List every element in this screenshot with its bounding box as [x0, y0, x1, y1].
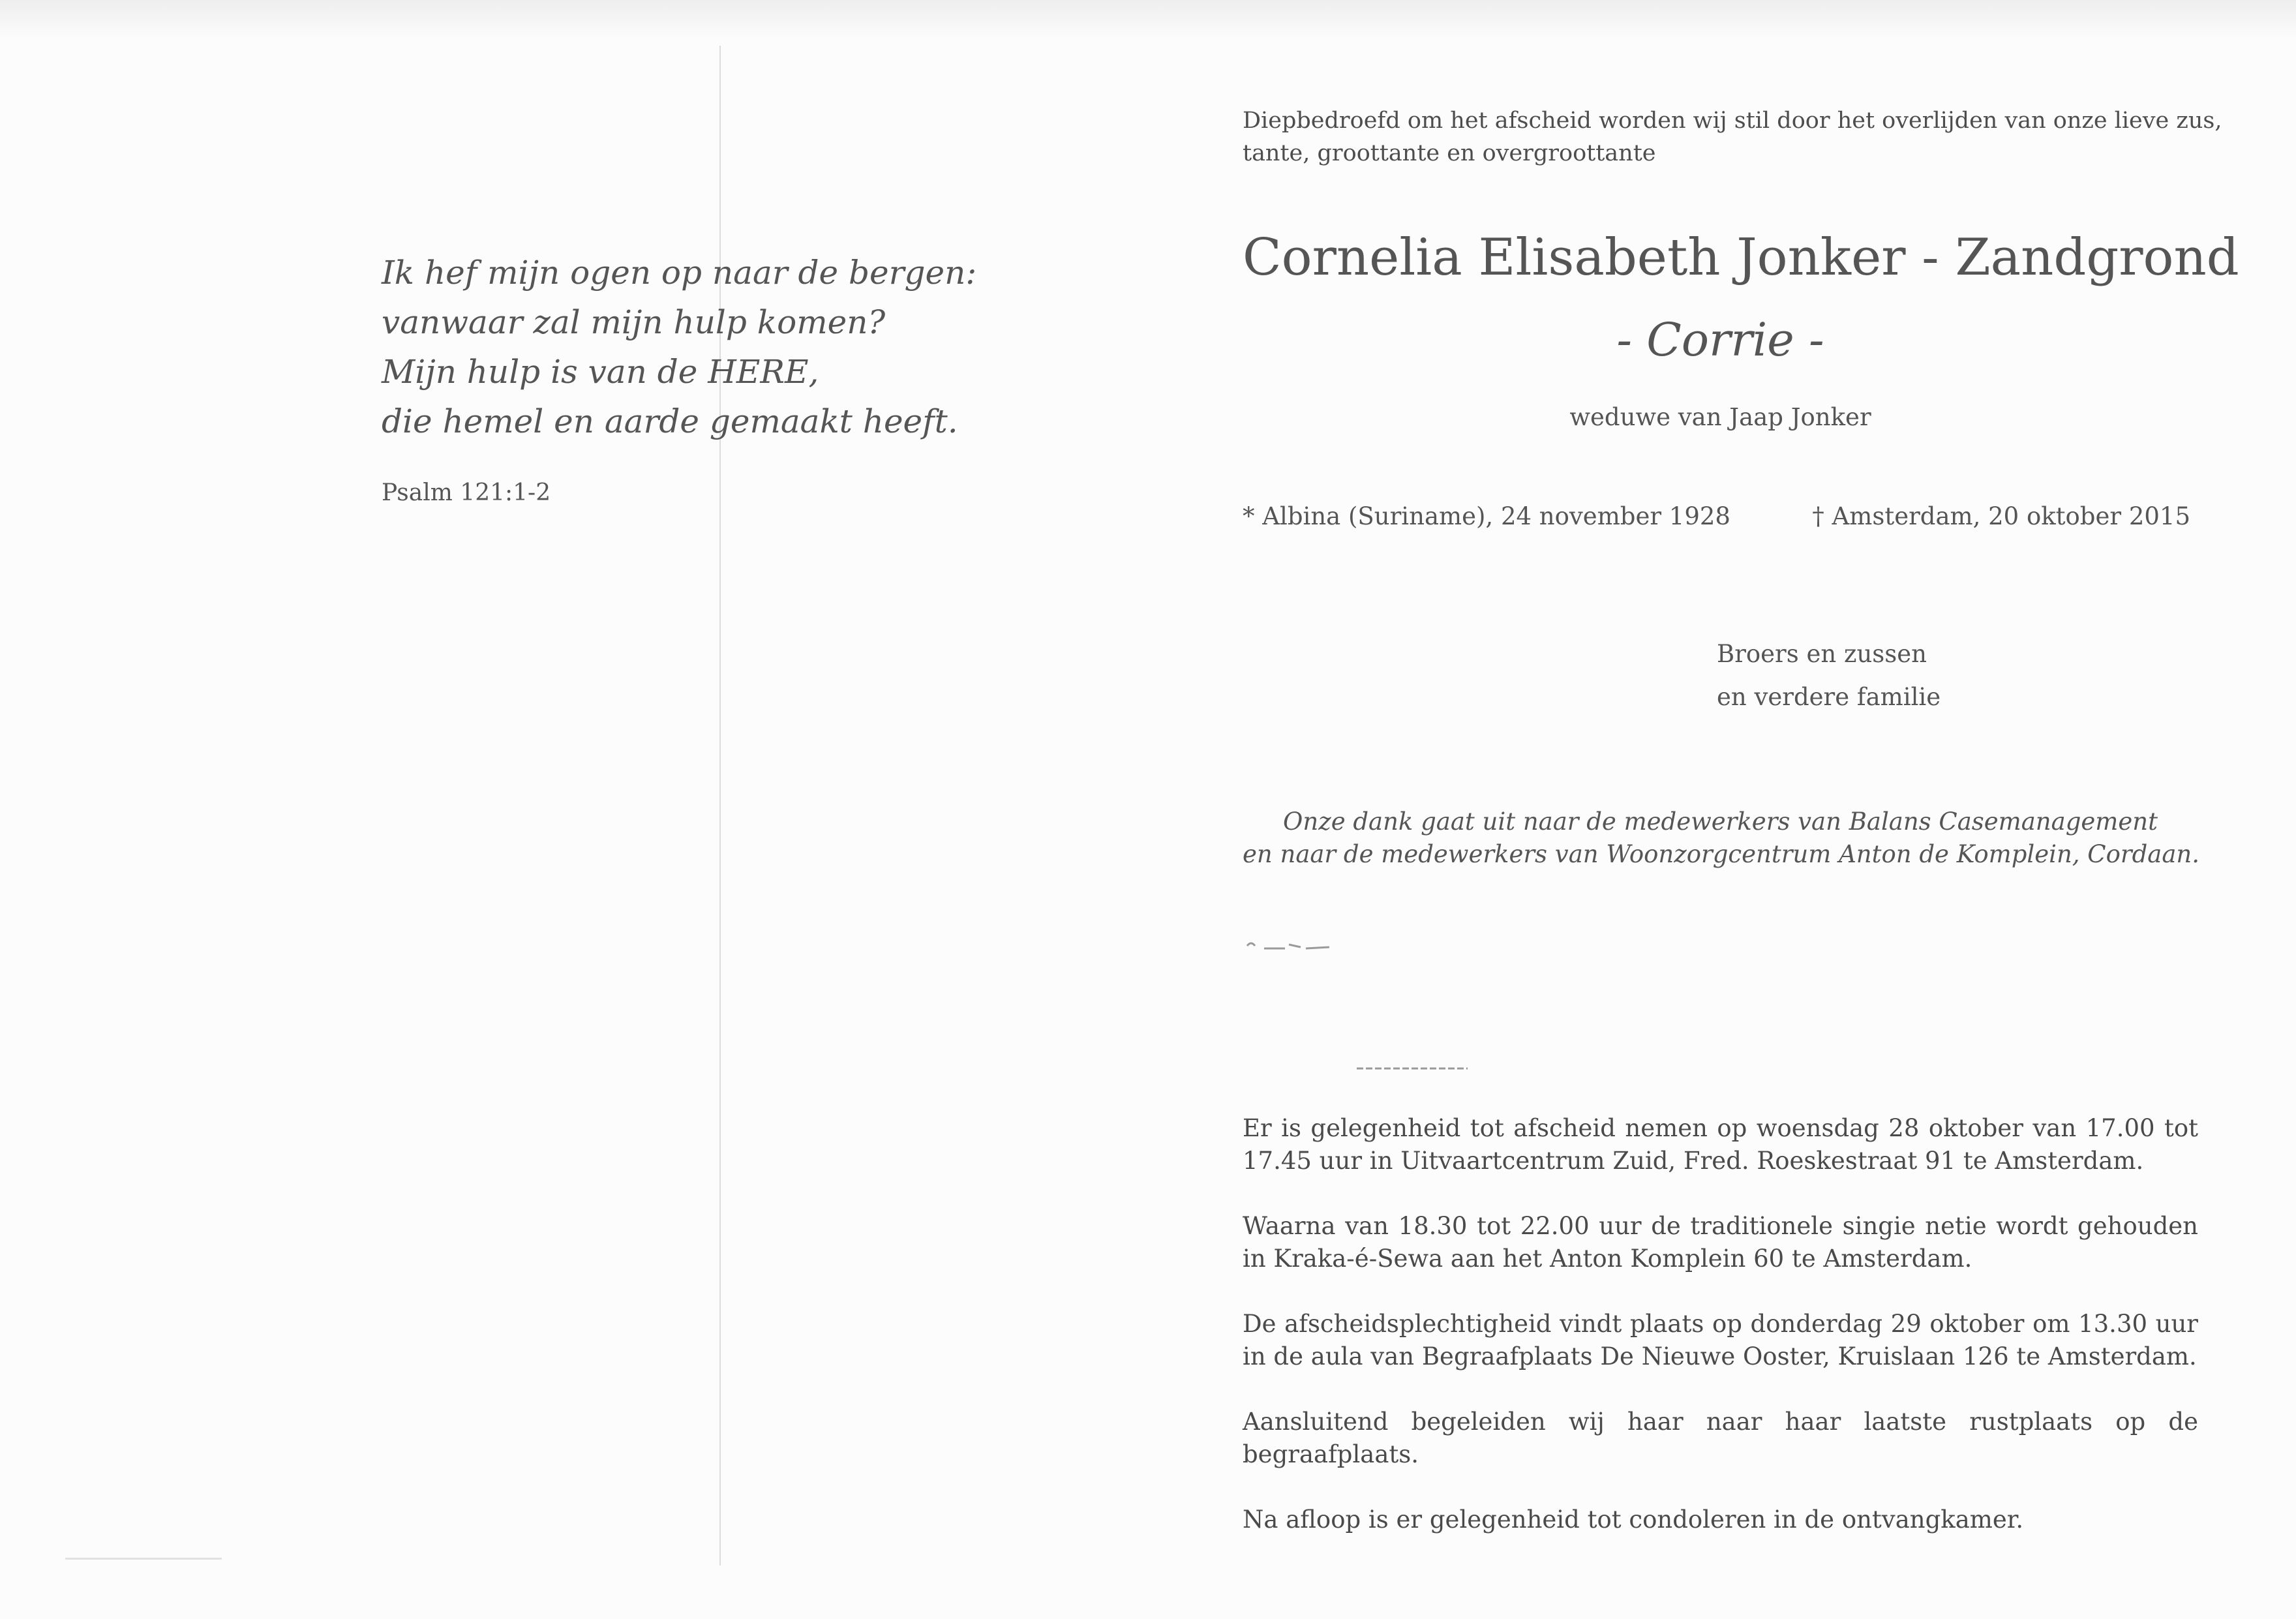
scan-mark — [65, 1558, 222, 1560]
ceremony-details — [1243, 1112, 2198, 1569]
redacted-smudge — [1246, 939, 1344, 952]
poem-line: vanwaar zal mijn hulp komen? — [382, 303, 886, 341]
poem-line: die hemel en aarde gemaakt heeft. — [382, 402, 958, 440]
birth-info: * Albina (Suriname), 24 november 1928 — [1243, 502, 1730, 530]
family-signature — [1717, 633, 1941, 719]
thanks-line: en naar de medewerkers van Woonzorgcentrum Anton de Komplein, Cordaan. — [1243, 840, 2199, 868]
family-line: Broers en zussen — [1717, 640, 1927, 668]
details-paragraph: Na afloop is er gelegenheid tot condoleren in de ontvangkamer. — [1243, 1506, 2024, 1534]
intro-line: Diepbedroefd om het afscheid worden wij stil door het overlijden van onze lieve zus, — [1243, 108, 2222, 134]
redacted-smudge — [1357, 1067, 1468, 1070]
deceased-nickname: - Corrie - — [1616, 313, 1824, 367]
death-info: † Amsterdam, 20 oktober 2015 — [1812, 502, 2190, 530]
family-line: en verdere familie — [1717, 683, 1941, 711]
psalm-quote — [382, 248, 977, 446]
details-paragraph: Er is gelegenheid tot afscheid nemen op woensdag 28 oktober van 17.00 tot 17.45 uur in Uitvaartcentrum Zuid, Fred. Roeskestraat 91 te Amsterdam. — [1243, 1114, 2198, 1175]
poem-line: Ik hef mijn ogen op naar de bergen: — [382, 254, 977, 292]
thanks-note — [1243, 806, 2198, 871]
thanks-line: Onze dank gaat uit naar de medewerkers van Balans Casemanagement — [1283, 808, 2158, 836]
details-paragraph: Aansluitend begeleiden wij haar naar haar laatste rustplaats op de begraafplaats. — [1243, 1408, 2198, 1468]
scan-shadow — [0, 0, 2296, 39]
details-paragraph: Waarna van 18.30 tot 22.00 uur de traditionele singie netie wordt gehouden in Kraka-é-Sewa aan het Anton Komplein 60 te Amsterdam. — [1243, 1212, 2198, 1273]
widow-of: weduwe van Jaap Jonker — [1569, 403, 1871, 431]
intro-text — [1243, 104, 2222, 170]
details-paragraph: De afscheidsplechtigheid vindt plaats op donderdag 29 oktober om 13.30 uur in de aula van Begraafplaats De Nieuwe Ooster, Kruislaan 126 te Amsterdam. — [1243, 1310, 2198, 1370]
intro-line: tante, groottante en overgroottante — [1243, 140, 1656, 166]
psalm-reference: Psalm 121:1-2 — [382, 479, 551, 506]
deceased-name: Cornelia Elisabeth Jonker - Zandgrond — [1243, 228, 2239, 287]
poem-line: Mijn hulp is van de HERE, — [382, 353, 819, 391]
